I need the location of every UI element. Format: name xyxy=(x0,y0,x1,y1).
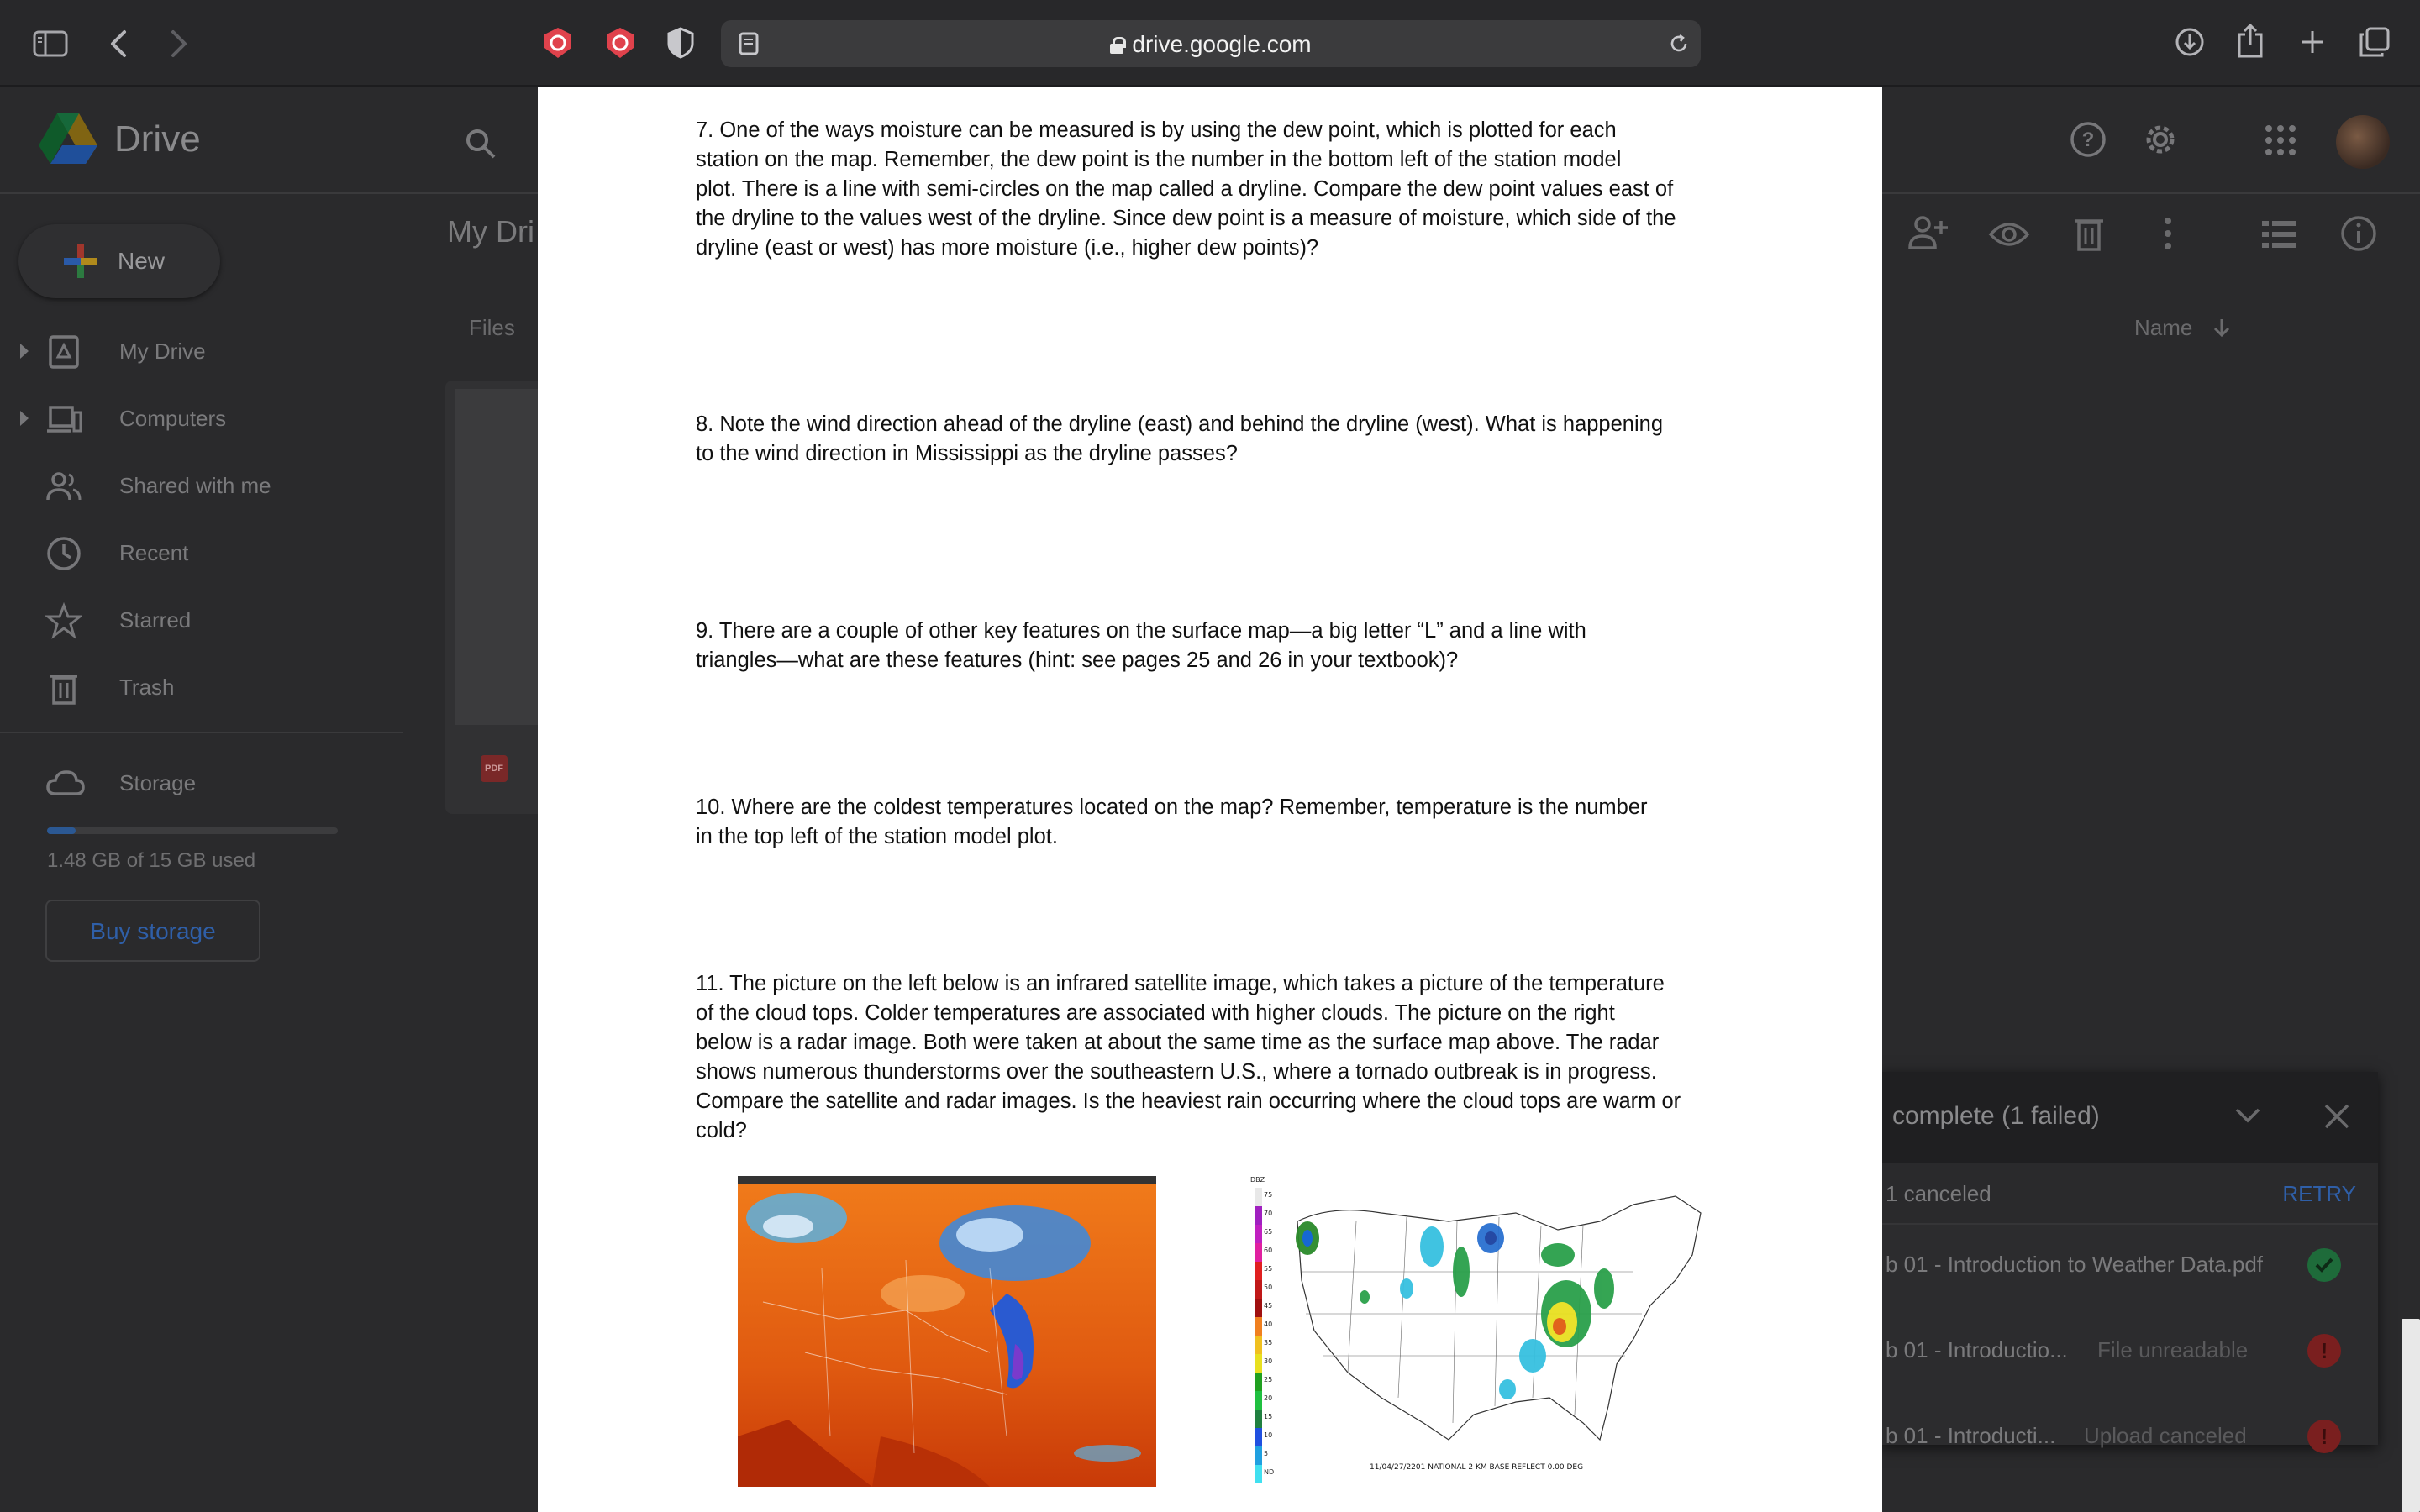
scale-swatch xyxy=(1255,1225,1262,1243)
upload-row[interactable] xyxy=(1879,1223,2378,1309)
share-person-icon[interactable] xyxy=(1907,214,1949,255)
question-line: plot. There is a line with semi-circles on the map called a dryline. Compare the dew point values east of xyxy=(696,177,1674,201)
scale-label: 65 xyxy=(1264,1228,1273,1236)
nav-trash[interactable] xyxy=(0,661,403,711)
nav-starred[interactable] xyxy=(0,594,403,644)
info-icon[interactable] xyxy=(2339,214,2378,257)
storage-used-text: 1.48 GB of 15 GB used xyxy=(47,849,256,872)
address-bar[interactable] xyxy=(721,20,1701,67)
scale-label: ND xyxy=(1264,1468,1275,1476)
upload-status: File unreadable xyxy=(2097,1337,2249,1362)
trash-icon[interactable] xyxy=(2072,214,2106,257)
scale-title: DBZ xyxy=(1250,1176,1265,1184)
nav-label: Computers xyxy=(119,406,227,431)
radar-color-scale xyxy=(1250,1176,1274,1487)
plus-icon xyxy=(62,243,99,280)
nav-recent[interactable] xyxy=(0,527,403,577)
forward-icon[interactable] xyxy=(166,27,192,60)
url-text xyxy=(721,31,1701,58)
collapse-chevron-icon[interactable] xyxy=(2233,1105,2262,1130)
upload-row[interactable] xyxy=(1879,1394,2378,1449)
question-line: Compare the satellite and radar images. Is the heaviest rain occurring where the cloud tops are warm or xyxy=(696,1089,1681,1113)
share-icon[interactable] xyxy=(2235,22,2265,59)
files-section-label: Files xyxy=(469,315,515,340)
nav-my-drive[interactable] xyxy=(0,325,403,375)
cloud-icon xyxy=(45,765,82,802)
scale-swatch xyxy=(1255,1317,1262,1336)
tab-overview-icon[interactable] xyxy=(2358,25,2391,59)
scale-swatch xyxy=(1255,1206,1262,1225)
scale-swatch xyxy=(1255,1354,1262,1373)
sort-name-button[interactable] xyxy=(2134,315,2233,341)
help-icon[interactable] xyxy=(2069,120,2107,163)
scale-label: 15 xyxy=(1264,1413,1273,1420)
nav-label: Recent xyxy=(119,540,189,565)
upload-panel-header xyxy=(1879,1072,2378,1163)
drive-title: Drive xyxy=(114,118,201,160)
question-line: 7. One of the ways moisture can be measured is by using the dew point, which is plotted for each xyxy=(696,118,1617,142)
error-icon: ! xyxy=(2307,1334,2341,1368)
upload-summary-text: 1 canceled xyxy=(1886,1181,1991,1206)
radar-caption: 11/04/27/2201 NATIONAL 2 KM BASE REFLECT 0.00 DEG xyxy=(1370,1463,1584,1472)
upload-file-name: b 01 - Introductio... xyxy=(1886,1337,2068,1362)
upload-file-name: b 01 - Introduction to Weather Data.pdf xyxy=(1886,1252,2264,1277)
drive-logo-icon[interactable] xyxy=(37,112,99,165)
upload-file-name: b 01 - Introducti... xyxy=(1886,1423,2056,1448)
upload-panel-title: complete (1 failed) xyxy=(1892,1102,2100,1130)
scale-label: 75 xyxy=(1264,1191,1273,1199)
nav-storage[interactable] xyxy=(0,757,403,807)
retry-button[interactable]: RETRY xyxy=(2282,1181,2356,1206)
infrared-satellite-image xyxy=(738,1176,1156,1487)
nav-computers[interactable] xyxy=(0,392,403,443)
scale-swatch xyxy=(1255,1336,1262,1354)
question-8 xyxy=(696,410,1731,469)
file-thumbnail[interactable] xyxy=(445,381,546,814)
apps-grid-icon[interactable] xyxy=(2264,123,2297,161)
upload-status: Upload canceled xyxy=(2084,1423,2247,1448)
question-line: shows numerous thunderstorms over the southeastern U.S., where a tornado outbreak is in progress. xyxy=(696,1060,1657,1084)
nav-shared-with-me[interactable] xyxy=(0,459,403,510)
nav-label: Trash xyxy=(119,675,175,700)
svg-text:?: ? xyxy=(2081,129,2095,151)
computers-icon xyxy=(45,401,82,438)
question-7 xyxy=(696,116,1731,263)
back-icon[interactable] xyxy=(106,27,131,60)
search-icon[interactable] xyxy=(464,127,497,165)
scale-label: 10 xyxy=(1264,1431,1273,1439)
scale-label: 55 xyxy=(1264,1265,1273,1273)
browser-toolbar xyxy=(0,0,2420,87)
scale-swatch xyxy=(1255,1391,1262,1410)
star-icon xyxy=(45,602,82,639)
upload-panel xyxy=(1879,1072,2378,1449)
question-line: cold? xyxy=(696,1119,747,1142)
scale-swatch xyxy=(1255,1243,1262,1262)
storage-bar xyxy=(47,827,338,834)
question-10 xyxy=(696,793,1731,852)
scale-swatch xyxy=(1255,1465,1262,1483)
thumbnail-page xyxy=(455,389,546,725)
nav-label: Storage xyxy=(119,770,197,795)
scale-swatch xyxy=(1255,1373,1262,1391)
scale-swatch xyxy=(1255,1188,1262,1206)
buy-storage-label: Buy storage xyxy=(90,918,216,944)
new-label: New xyxy=(118,248,166,274)
question-11 xyxy=(696,969,1731,1146)
scale-label: 50 xyxy=(1264,1284,1273,1291)
scale-label: 70 xyxy=(1264,1210,1273,1217)
sort-label: Name xyxy=(2134,315,2193,340)
scale-label: 20 xyxy=(1264,1394,1273,1402)
pdf-icon: PDF xyxy=(481,755,508,782)
extension-shield-icon[interactable] xyxy=(603,25,637,60)
arrow-down-icon xyxy=(2211,317,2233,339)
more-vertical-icon[interactable] xyxy=(2161,214,2175,257)
question-line: station on the map. Remember, the dew point is the number in the bottom left of the station model xyxy=(696,148,1622,171)
new-tab-icon[interactable] xyxy=(2297,27,2328,57)
list-view-icon[interactable] xyxy=(2260,218,2297,255)
close-icon[interactable] xyxy=(2323,1102,2351,1135)
scale-label: 45 xyxy=(1264,1302,1273,1310)
storage-fill xyxy=(47,827,76,834)
scale-swatch xyxy=(1255,1428,1262,1446)
my-drive-icon xyxy=(45,333,82,370)
trash-icon xyxy=(45,669,82,706)
question-line: 11. The picture on the left below is an infrared satellite image, which takes a picture of the temperature xyxy=(696,972,1665,995)
avatar[interactable] xyxy=(2336,115,2390,169)
scale-swatch xyxy=(1255,1280,1262,1299)
radar-image xyxy=(1250,1176,1724,1490)
settings-icon[interactable] xyxy=(2141,120,2180,163)
error-icon: ! xyxy=(2307,1420,2341,1453)
clock-icon xyxy=(45,535,82,572)
buy-storage-button[interactable] xyxy=(45,900,260,962)
scale-label: 5 xyxy=(1264,1450,1269,1457)
question-line: triangles—what are these features (hint: see pages 25 and 26 in your textbook)? xyxy=(696,648,1459,672)
page-title: My Dri xyxy=(447,214,534,249)
people-icon xyxy=(45,468,82,505)
scale-label: 25 xyxy=(1264,1376,1273,1383)
question-line: in the top left of the station model plot. xyxy=(696,825,1058,848)
scale-label: 40 xyxy=(1264,1320,1273,1328)
scale-swatch xyxy=(1255,1410,1262,1428)
divider xyxy=(0,732,403,733)
upload-panel-summary xyxy=(1879,1163,2378,1225)
scale-swatch xyxy=(1255,1262,1262,1280)
scale-swatch xyxy=(1255,1446,1262,1465)
question-line: dryline (east or west) has more moisture (i.e., higher dew points)? xyxy=(696,236,1319,260)
question-line: of the cloud tops. Colder temperatures are associated with higher clouds. The picture on the right xyxy=(696,1001,1615,1025)
expand-caret-icon[interactable] xyxy=(20,411,29,426)
check-circle-icon xyxy=(2307,1248,2341,1282)
question-line: below is a radar image. Both were taken at about the same time as the surface map above. The radar xyxy=(696,1031,1660,1054)
upload-row[interactable] xyxy=(1879,1309,2378,1394)
question-line: 9. There are a couple of other key features on the surface map—a big letter “L” and a line with xyxy=(696,619,1586,643)
question-line: to the wind direction in Mississippi as the dryline passes? xyxy=(696,442,1238,465)
expand-caret-icon[interactable] xyxy=(20,344,29,359)
scale-swatch xyxy=(1255,1299,1262,1317)
lock-icon xyxy=(1110,37,1123,54)
url-label: drive.google.com xyxy=(1132,31,1312,57)
scale-label: 35 xyxy=(1264,1339,1273,1347)
nav-label: My Drive xyxy=(119,339,206,364)
extension-shield-icon[interactable] xyxy=(541,25,575,60)
nav-label: Starred xyxy=(119,607,192,633)
document-preview xyxy=(538,87,1882,1512)
scale-label: 60 xyxy=(1264,1247,1273,1254)
scrollbar[interactable] xyxy=(2402,1319,2420,1512)
new-button[interactable] xyxy=(18,224,220,298)
scale-label: 30 xyxy=(1264,1357,1273,1365)
question-line: the dryline to the values west of the dryline. Since dew point is a measure of moisture, which side of the xyxy=(696,207,1676,230)
preview-eye-icon[interactable] xyxy=(1988,219,2030,254)
question-line: 10. Where are the coldest temperatures located on the map? Remember, temperature is the number xyxy=(696,795,1648,819)
nav-label: Shared with me xyxy=(119,473,271,498)
reload-icon[interactable] xyxy=(1667,32,1691,55)
question-9 xyxy=(696,617,1731,675)
downloads-icon[interactable] xyxy=(2173,25,2207,59)
radar-map xyxy=(1281,1188,1724,1477)
question-line: 8. Note the wind direction ahead of the dryline (east) and behind the dryline (west). What is happening xyxy=(696,412,1664,436)
privacy-shield-icon[interactable] xyxy=(666,25,696,60)
sidebar-toggle-icon[interactable] xyxy=(32,29,69,59)
